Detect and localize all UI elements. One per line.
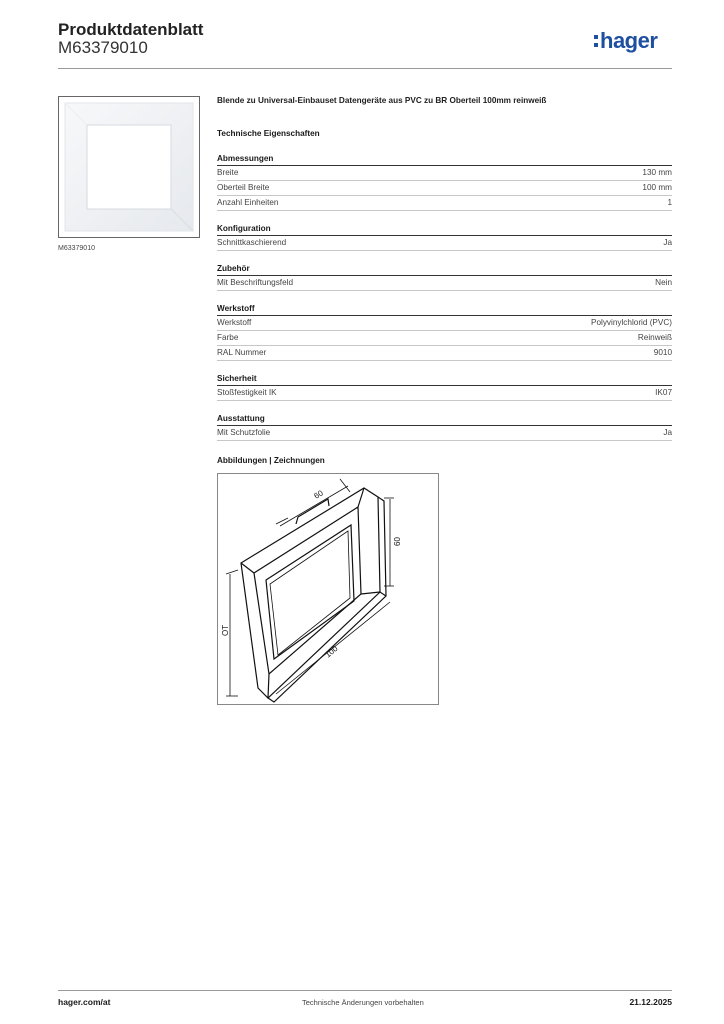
spec-row [217,331,672,346]
hager-logo [594,26,674,56]
drawings-title: Abbildungen | Zeichnungen [217,456,325,465]
spec-row [217,181,672,196]
spec-row [217,426,672,441]
spec-value: 9010 [653,348,672,357]
dimension-left-label: OT [221,624,230,636]
technical-drawing [217,473,439,705]
spec-group [217,264,672,291]
spec-value: Nein [655,278,672,287]
header-divider [58,68,672,69]
spec-label: Farbe [217,333,239,342]
spec-group-heading: Werkstoff [217,304,672,316]
spec-value: IK07 [655,388,672,397]
spec-groups [217,154,672,441]
spec-group-heading: Abmessungen [217,154,672,166]
spec-label: Anzahl Einheiten [217,198,279,207]
logo-text: hager [600,28,658,53]
spec-label: Breite [217,168,239,177]
spec-value: 1 [667,198,672,207]
spec-group-heading: Konfiguration [217,224,672,236]
spec-row [217,316,672,331]
spec-group-heading: Ausstattung [217,414,672,426]
dimension-top-label: 60 [312,488,325,501]
spec-value: Ja [663,428,672,437]
spec-label: Mit Beschriftungsfeld [217,278,293,287]
spec-value: Reinweiß [637,333,672,342]
dimension-right-label: 60 [393,537,402,546]
spec-value: Ja [663,238,672,247]
spec-value: Polyvinylchlorid (PVC) [591,318,672,327]
product-image [58,96,200,238]
product-image-caption: M63379010 [58,245,95,252]
spec-content [217,96,672,465]
spec-group-heading: Zubehör [217,264,672,276]
product-description: Blende zu Universal-Einbauset Datengeräte aus PVC zu BR Oberteil 100mm reinweiß [217,96,547,105]
spec-group [217,374,672,401]
spec-label: Oberteil Breite [217,183,270,192]
spec-row [217,386,672,401]
spec-label: Werkstoff [217,318,252,327]
dimension-bottom-label: 100 [323,644,340,660]
footer-website[interactable]: hager.com/at [58,997,111,1007]
spec-label: Schnittkaschierend [217,238,287,247]
spec-row [217,276,672,291]
spec-row [217,346,672,361]
spec-label: RAL Nummer [217,348,267,357]
page-title: Produktdatenblatt [58,20,204,39]
spec-label: Mit Schutzfolie [217,428,271,437]
spec-group [217,224,672,251]
spec-row [217,196,672,211]
specs-title: Technische Eigenschaften [217,129,320,138]
footer-date: 21.12.2025 [629,997,672,1007]
spec-value: 130 mm [642,168,672,177]
spec-group [217,414,672,441]
spec-group [217,154,672,211]
spec-row [217,236,672,251]
article-number: M63379010 [58,38,148,57]
footer-divider [58,990,672,991]
spec-label: Stoßfestigkeit IK [217,388,277,397]
spec-row [217,166,672,181]
spec-group-heading: Sicherheit [217,374,672,386]
footer-note: Technische Änderungen vorbehalten [302,998,424,1007]
spec-group [217,304,672,361]
spec-value: 100 mm [642,183,672,192]
